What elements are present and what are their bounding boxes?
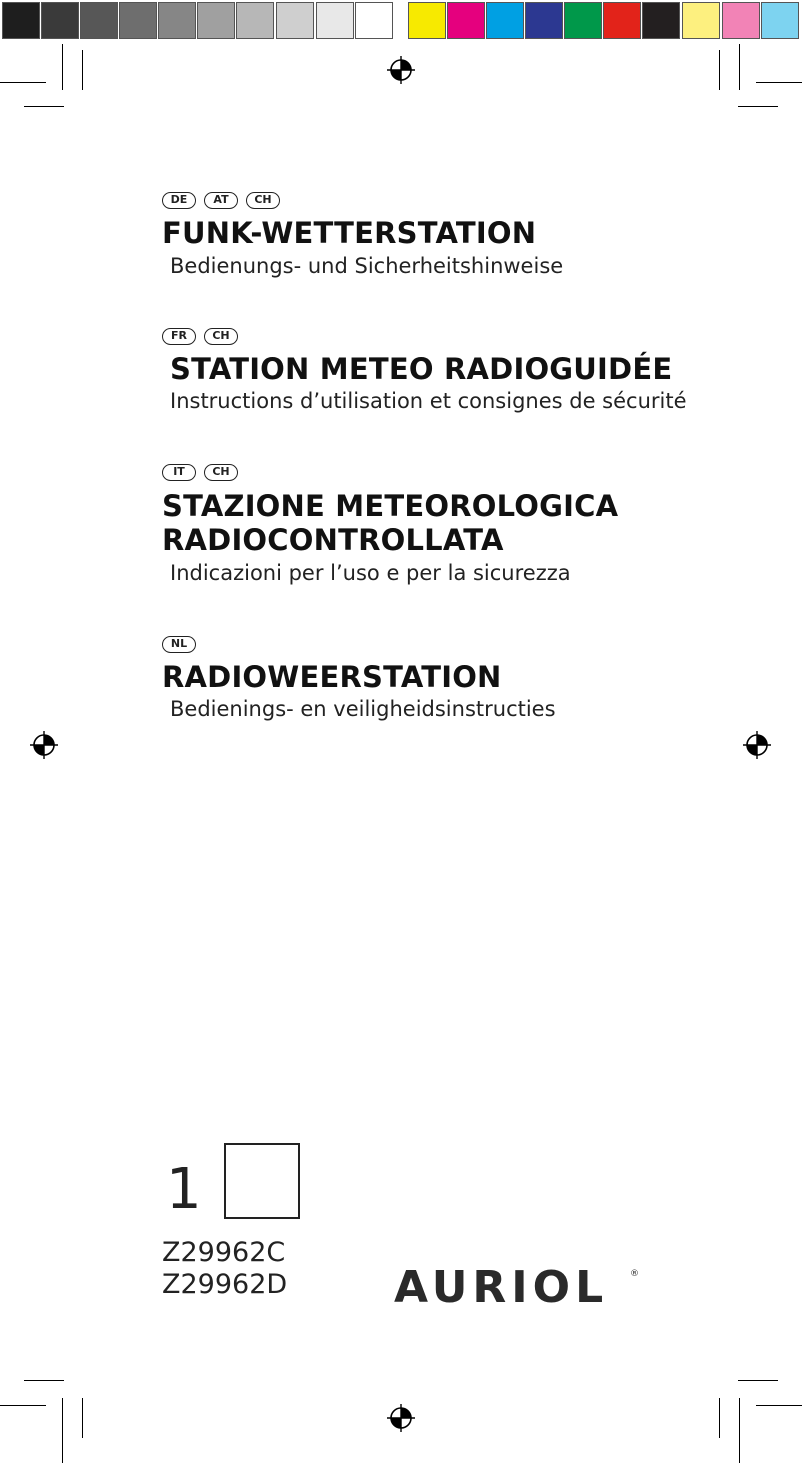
color-swatch <box>355 2 393 39</box>
language-codes <box>162 636 196 653</box>
color-swatch <box>682 2 720 39</box>
crop-mark <box>739 44 740 90</box>
crop-mark <box>738 106 778 107</box>
registration-mark-icon <box>743 731 771 759</box>
color-swatch <box>408 2 446 39</box>
color-swatch <box>761 2 799 39</box>
crop-mark <box>756 82 802 83</box>
section-subtitle: Instructions d’utilisation et consignes de sécurité <box>170 389 687 413</box>
color-swatch <box>2 2 40 39</box>
version-box <box>224 1143 300 1219</box>
registration-mark-icon <box>30 731 58 759</box>
section-title: RADIOCONTROLLATA <box>162 523 504 557</box>
section-title: RADIOWEERSTATION <box>162 660 502 694</box>
registration-mark-icon <box>387 1404 415 1432</box>
language-code: AT <box>204 192 238 209</box>
section-subtitle: Indicazioni per l’uso e per la sicurezza <box>170 561 571 585</box>
color-swatch <box>722 2 760 39</box>
section-title: FUNK-WETTERSTATION <box>162 216 537 250</box>
crop-mark <box>24 106 64 107</box>
print-color-bar <box>0 0 802 42</box>
color-swatch <box>486 2 524 39</box>
crop-mark <box>62 44 63 90</box>
language-code: DE <box>162 192 196 209</box>
brand-name: AURIOL <box>394 1262 609 1308</box>
section-subtitle: Bedienings- en veiligheidsinstructies <box>170 697 556 721</box>
crop-mark <box>82 50 83 90</box>
color-swatch <box>603 2 641 39</box>
language-code: FR <box>162 328 196 345</box>
language-codes <box>162 464 238 481</box>
model-number: Z29962C <box>162 1237 286 1268</box>
color-swatch <box>158 2 196 39</box>
auriol-logo <box>394 1262 644 1308</box>
language-code: NL <box>162 636 196 653</box>
language-code: CH <box>204 464 238 481</box>
language-code: CH <box>246 192 280 209</box>
language-code: CH <box>204 328 238 345</box>
crop-mark <box>0 82 46 83</box>
section-title: STATION METEO RADIOGUIDÉE <box>170 352 673 386</box>
version-number: 1 <box>166 1157 202 1222</box>
crop-mark <box>24 1380 64 1381</box>
color-swatch <box>276 2 314 39</box>
registered-mark: ® <box>630 1269 639 1279</box>
color-swatch <box>525 2 563 39</box>
crop-mark <box>62 1398 63 1463</box>
crop-mark <box>756 1405 802 1406</box>
section-subtitle: Bedienungs- und Sicherheitshinweise <box>170 254 564 278</box>
crop-mark <box>739 1398 740 1463</box>
crop-mark <box>82 1398 83 1438</box>
color-swatch <box>119 2 157 39</box>
color-swatch <box>236 2 274 39</box>
language-codes <box>162 328 238 345</box>
crop-mark <box>719 1398 720 1438</box>
model-number: Z29962D <box>162 1269 288 1300</box>
color-swatch <box>316 2 354 39</box>
crop-mark <box>719 50 720 90</box>
registration-mark-icon <box>387 56 415 84</box>
crop-mark <box>0 1405 46 1406</box>
color-swatch <box>41 2 79 39</box>
language-code: IT <box>162 464 196 481</box>
color-swatch <box>642 2 680 39</box>
color-swatch <box>80 2 118 39</box>
language-codes <box>162 192 280 209</box>
color-swatch <box>447 2 485 39</box>
color-swatch <box>564 2 602 39</box>
section-title: STAZIONE METEOROLOGICA <box>162 489 619 523</box>
crop-mark <box>738 1380 778 1381</box>
color-swatch <box>197 2 235 39</box>
